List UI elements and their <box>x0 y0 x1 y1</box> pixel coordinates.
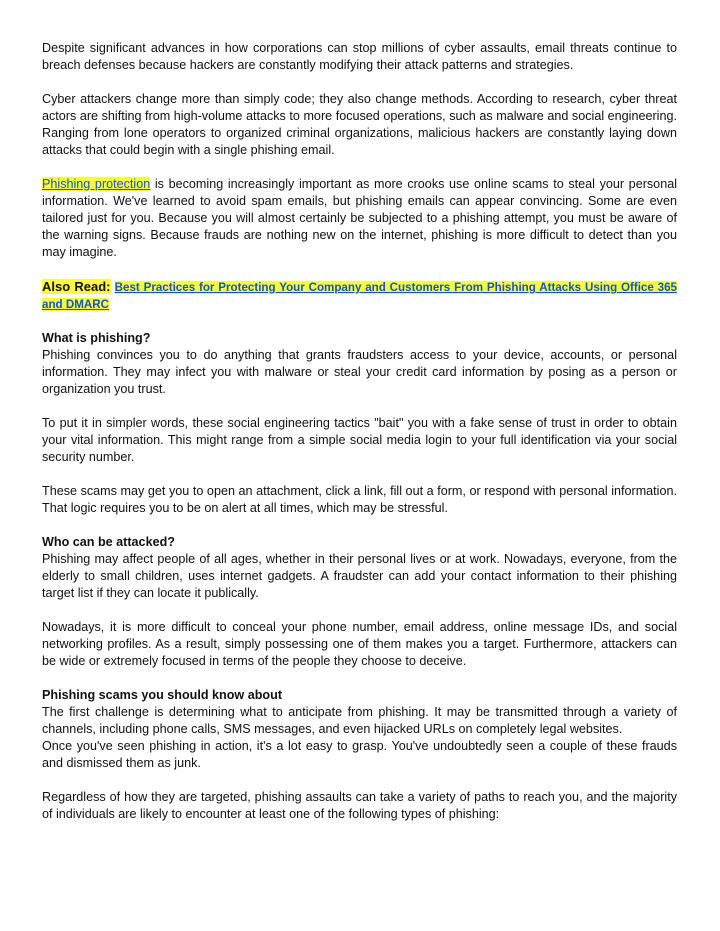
also-read-block <box>42 278 677 313</box>
document-body <box>42 40 677 840</box>
section-paragraph: Phishing may affect people of all ages, whether in their personal lives or at work. Nowadays, everyone, from the elderly to small children, uses internet gadgets. A fraudster can add your contact information to their phishing target list if they can locate it publically. <box>42 552 677 600</box>
section-heading: What is phishing? <box>42 331 151 345</box>
also-read-label: Also Read: <box>42 279 111 294</box>
section-paragraph: Regardless of how they are targeted, phishing assaults can take a variety of paths to reach you, and the majority of individuals are likely to encounter at least one of the following types of phishing: <box>42 790 677 821</box>
section-heading: Who can be attacked? <box>42 535 175 549</box>
protection-paragraph <box>42 176 677 261</box>
attackers-paragraph: Cyber attackers change more than simply code; they also change methods. According to research, cyber threat actors are shifting from high-volume attacks to more focused operations, such as malware and social engineering. Ranging from lone operators to organized criminal organizations, malicious hackers are constantly laying down attacks that could begin with a single phishing email. <box>42 92 677 157</box>
phishing-protection-link[interactable]: Phishing protection <box>42 177 151 191</box>
section-paragraph: Nowadays, it is more difficult to conceal your phone number, email address, online message IDs, and social networking profiles. As a result, simply possessing one of them makes you a target. Furthermore, attackers can be wide or extremely focused in terms of the people they choose to deceive. <box>42 620 677 668</box>
section-paragraph: To put it in simpler words, these social engineering tactics "bait" you with a fake sense of trust in order to obtain your vital information. This might range from a simple social media login to your full identification via your social security number. <box>42 416 677 464</box>
section-paragraph: Once you've seen phishing in action, it's a lot easy to grasp. You've undoubtedly seen a couple of these frauds and dismissed them as junk. <box>42 739 677 770</box>
protection-paragraph-text: is becoming increasingly important as more crooks use online scams to steal your personal information. We've learned to avoid spam emails, but phishing emails can appear convincing. Some are even tailored just for you. Because you will almost certainly be subjected to a phishing attempt, you must be aware of the warning signs. Because frauds are nothing new on the internet, phishing is more difficult to detect than you may imagine. <box>42 177 677 259</box>
section-who-can-be-attacked <box>42 534 677 602</box>
section-heading: Phishing scams you should know about <box>42 688 283 702</box>
section-what-is-phishing <box>42 330 677 398</box>
section-paragraph: These scams may get you to open an attachment, click a link, fill out a form, or respond with personal information. That logic requires you to be on alert at all times, which may be stressful. <box>42 484 677 515</box>
section-phishing-scams <box>42 687 677 772</box>
section-paragraph: The first challenge is determining what to anticipate from phishing. It may be transmitted through a variety of channels, including phone calls, SMS messages, and even hijacked URLs on completely legal websites. <box>42 705 677 736</box>
section-paragraph: Phishing convinces you to do anything that grants fraudsters access to your device, accounts, or personal information. They may infect you with malware or steal your credit card information by posing as a person or organization you trust. <box>42 348 677 396</box>
intro-paragraph: Despite significant advances in how corporations can stop millions of cyber assaults, email threats continue to breach defenses because hackers are constantly modifying their attack patterns and strategies. <box>42 41 677 72</box>
also-read-link[interactable]: Best Practices for Protecting Your Company and Customers From Phishing Attacks Using Office 365 and DMARC <box>42 281 678 311</box>
